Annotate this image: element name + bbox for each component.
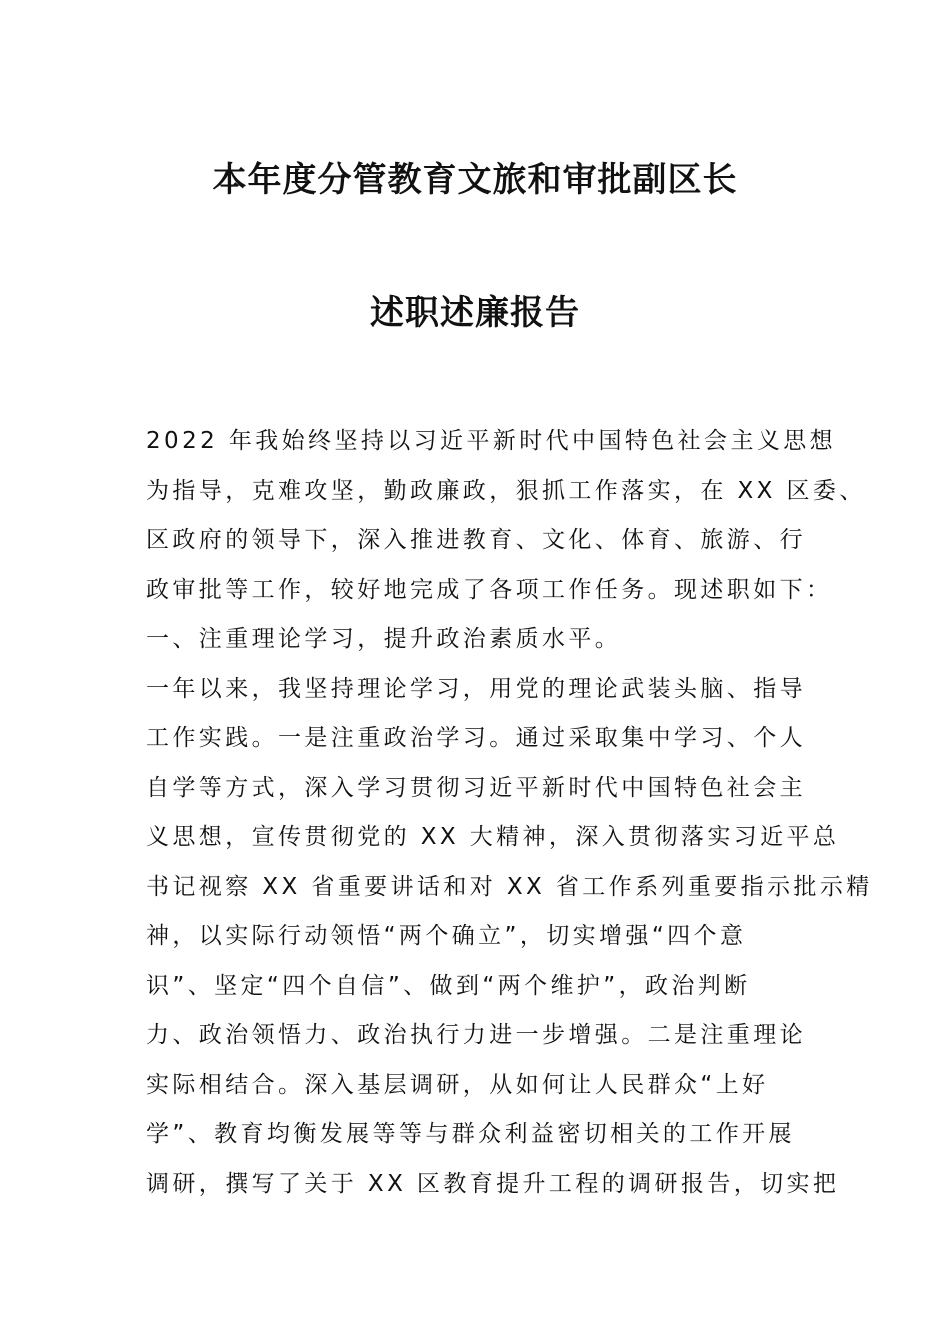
body-line: 实际相结合。深入基层调研，从如何让人民群众“上好 [146,1071,769,1098]
body-line: 义思想，宣传贯彻党的 XX 大精神，深入贯彻落实习近平总 [146,824,840,850]
body-line: 调研，撰写了关于 XX 区教育提升工程的调研报告，切实把 [146,1170,840,1197]
document-title-line-2: 述职述廉报告 [370,293,580,333]
body-line: 神，以实际行动领悟“两个确立”，切实增强“四个意 [146,923,747,949]
body-line: 自学等方式，深入学习贯彻习近平新时代中国特色社会主 [146,774,806,801]
body-line: 力、政治领悟力、政治执行力进一步增强。二是注重理论 [146,1022,806,1048]
body-line: 学”、教育均衡发展等等与群众利益密切相关的工作开展 [146,1121,795,1147]
body-line: 一年以来，我坚持理论学习，用党的理论武装头脑、指导 [146,675,806,702]
body-line: 书记视察 XX 省重要讲话和对 XX 省工作系列重要指示批示精 [146,873,873,900]
body-line: 识”、坚定“四个自信”、做到“两个维护”，政治判断 [146,972,751,999]
body-line: 区政府的领导下，深入推进教育、文化、体育、旅游、行 [146,527,806,553]
document-body [146,424,873,1216]
body-line: 工作实践。一是注重政治学习。通过采取集中学习、个人 [146,725,806,751]
body-line: 政审批等工作，较好地完成了各项工作任务。现述职如下： [146,576,833,603]
document-title-line-1: 本年度分管教育文旅和审批副区长 [212,160,738,200]
body-line: 为指导，克难攻坚，勤政廉政，狠抓工作落实，在 XX 区委、 [146,477,866,504]
body-line: 2022 年我始终坚持以习近平新时代中国特色社会主义思想 [146,428,837,454]
section-heading: 一、注重理论学习，提升政治素质水平。 [146,626,622,652]
